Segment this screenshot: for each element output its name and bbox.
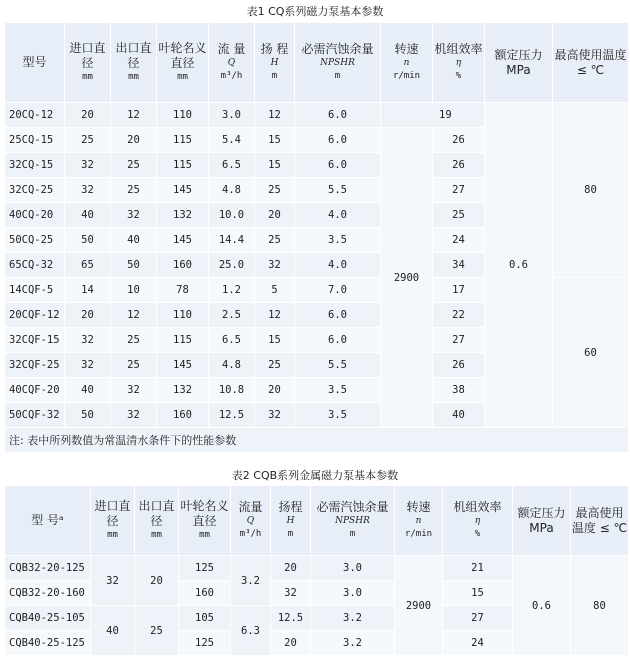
t1-header-2 [111, 23, 157, 103]
header-symbol: n [403, 58, 410, 68]
efficiency-cell: 40 [433, 403, 485, 428]
header-unit: m [334, 71, 341, 81]
efficiency-cell: 27 [433, 178, 485, 203]
efficiency-cell: 27 [433, 328, 485, 353]
header-label: 叶轮名义直径 [180, 499, 229, 528]
value-cell: 25 [65, 128, 111, 153]
header-unit: m [287, 529, 294, 539]
t1-header-1 [65, 23, 111, 103]
value-cell: 50 [65, 228, 111, 253]
header-symbol: H [286, 516, 295, 526]
value-cell: 12.5 [209, 403, 255, 428]
model-cell: 20CQ-12 [5, 103, 65, 128]
value-cell: 20 [255, 378, 295, 403]
efficiency-cell: 24 [443, 631, 513, 656]
header-label: 流量 [238, 500, 263, 514]
table1-cq-series [4, 22, 629, 453]
table-row [5, 556, 629, 581]
value-cell: 25 [111, 328, 157, 353]
header-unit: r/min [392, 71, 421, 81]
model-cell: 32CQF-25 [5, 353, 65, 378]
note-row [5, 428, 629, 453]
npshr-cell: 3.0 [311, 581, 395, 606]
header-unit: mm [177, 72, 188, 82]
header-label: 转速 [406, 500, 431, 514]
value-cell: 5.5 [295, 353, 381, 378]
header-symbol: NPSHR [335, 516, 370, 526]
value-cell: 25 [255, 178, 295, 203]
model-cell: 50CQF-32 [5, 403, 65, 428]
value-cell: 40 [111, 228, 157, 253]
value-cell: 15 [255, 153, 295, 178]
header-label: 型 号ᵃ [31, 513, 64, 527]
value-cell: 3.5 [295, 378, 381, 403]
t2-header-4 [231, 486, 271, 556]
value-cell: 132 [157, 203, 209, 228]
speed-cell: 2900 [395, 556, 443, 656]
value-cell: 25 [111, 353, 157, 378]
impeller-cell: 125 [179, 556, 231, 581]
header-unit: m [271, 71, 278, 81]
efficiency-cell: 17 [433, 278, 485, 303]
model-cell: CQB32-20-160 [5, 581, 91, 606]
t2-header-7 [395, 486, 443, 556]
t1-header-3 [157, 23, 209, 103]
header-unit: m³/h [220, 71, 243, 81]
temperature-cell: 80 [571, 556, 629, 656]
model-cell: 32CQ-15 [5, 153, 65, 178]
value-cell: 40 [65, 378, 111, 403]
value-cell: 10.0 [209, 203, 255, 228]
model-cell: 40CQF-20 [5, 378, 65, 403]
value-cell: 1.2 [209, 278, 255, 303]
value-cell: 4.0 [295, 253, 381, 278]
table-row [5, 103, 629, 128]
value-cell: 3.5 [295, 228, 381, 253]
efficiency-cell: 26 [433, 128, 485, 153]
value-cell: 110 [157, 103, 209, 128]
t2-header-0 [5, 486, 91, 556]
header-unit: mm [128, 72, 139, 82]
value-cell: 6.0 [295, 303, 381, 328]
t1-header-5 [255, 23, 295, 103]
t2-header-8 [443, 486, 513, 556]
pressure-cell: 0.6 [485, 103, 553, 428]
header-unit: mm [151, 530, 162, 540]
efficiency-cell: 26 [433, 153, 485, 178]
efficiency-cell: 38 [433, 378, 485, 403]
head-cell: 20 [271, 631, 311, 656]
value-cell: 5 [255, 278, 295, 303]
value-cell: 5.5 [295, 178, 381, 203]
value-cell: 32 [65, 153, 111, 178]
header-label: 扬 程 [260, 42, 289, 56]
value-cell: 145 [157, 228, 209, 253]
table-note: 注: 表中所列数值为常温清水条件下的性能参数 [5, 428, 629, 453]
value-cell: 78 [157, 278, 209, 303]
header-label: 叶轮名义直径 [158, 41, 207, 70]
model-cell: 40CQ-20 [5, 203, 65, 228]
value-cell: 12 [111, 103, 157, 128]
value-cell: 32 [111, 203, 157, 228]
value-cell: 115 [157, 153, 209, 178]
header-unit: % [455, 71, 462, 81]
value-cell: 160 [157, 403, 209, 428]
value-cell: 4.8 [209, 353, 255, 378]
inlet-cell: 40 [91, 606, 135, 656]
t1-header-7 [381, 23, 433, 103]
table1-caption: 表1 CQ系列磁力泵基本参数 [246, 5, 384, 18]
efficiency-cell: 15 [443, 581, 513, 606]
header-symbol: H [270, 58, 279, 68]
model-cell: 50CQ-25 [5, 228, 65, 253]
impeller-cell: 105 [179, 606, 231, 631]
value-cell: 6.5 [209, 153, 255, 178]
head-cell: 12.5 [271, 606, 311, 631]
value-cell: 145 [157, 353, 209, 378]
value-cell: 32 [111, 378, 157, 403]
model-cell: CQB32-20-125 [5, 556, 91, 581]
table2-caption: 表2 CQB系列金属磁力泵基本参数 [231, 469, 399, 482]
value-cell: 25 [255, 228, 295, 253]
t2-header-9 [513, 486, 571, 556]
head-cell: 20 [271, 556, 311, 581]
header-symbol: η [474, 516, 481, 526]
header-label: 出口直径 [138, 499, 175, 528]
value-cell: 25 [255, 353, 295, 378]
t2-header-10 [571, 486, 629, 556]
header-symbol: NPSHR [320, 58, 355, 68]
efficiency-cell: 22 [433, 303, 485, 328]
header-label: 进口直径 [94, 499, 131, 528]
header-symbol: η [455, 58, 462, 68]
npshr-cell: 3.0 [311, 556, 395, 581]
header-label: 最高使用温度 ≤ ℃ [554, 47, 627, 77]
npshr-cell: 3.2 [311, 631, 395, 656]
t1-header-0 [5, 23, 65, 103]
model-cell: 32CQ-25 [5, 178, 65, 203]
value-cell: 25 [111, 153, 157, 178]
efficiency-cell: 21 [443, 556, 513, 581]
value-cell: 115 [157, 128, 209, 153]
value-cell: 110 [157, 303, 209, 328]
value-cell: 12 [255, 103, 295, 128]
value-cell: 50 [111, 253, 157, 278]
efficiency-cell: 34 [433, 253, 485, 278]
value-cell: 14 [65, 278, 111, 303]
inlet-cell: 32 [91, 556, 135, 606]
t1-header-4 [209, 23, 255, 103]
header-label: 必需汽蚀余量 [301, 42, 374, 56]
header-symbol: n [415, 516, 422, 526]
outlet-cell: 20 [135, 556, 179, 606]
value-cell: 6.0 [295, 103, 381, 128]
t2-header-5 [271, 486, 311, 556]
header-unit: % [474, 529, 481, 539]
flow-cell: 6.3 [231, 606, 271, 656]
header-label: 机组效率 [453, 500, 502, 514]
header-label: 转速 [394, 42, 419, 56]
value-cell: 12 [111, 303, 157, 328]
npshr-cell: 3.2 [311, 606, 395, 631]
value-cell: 65 [65, 253, 111, 278]
value-cell: 20 [255, 203, 295, 228]
value-cell: 4.8 [209, 178, 255, 203]
value-cell: 32 [255, 403, 295, 428]
header-unit: mm [107, 530, 118, 540]
header-label: 机组效率 [434, 42, 483, 56]
header-label: 出口直径 [115, 41, 152, 70]
header-symbol: Q [246, 516, 255, 526]
table2-cqb-series [4, 485, 629, 656]
header-unit: m³/h [239, 529, 262, 539]
impeller-cell: 125 [179, 631, 231, 656]
model-cell: 20CQF-12 [5, 303, 65, 328]
header-label: 流 量 [217, 42, 246, 56]
header-label: 进口直径 [69, 41, 106, 70]
value-cell: 6.0 [295, 328, 381, 353]
value-cell: 5.4 [209, 128, 255, 153]
header-unit: mm [199, 530, 210, 540]
value-cell: 25.0 [209, 253, 255, 278]
value-cell: 10.8 [209, 378, 255, 403]
value-cell: 2.5 [209, 303, 255, 328]
value-cell: 15 [255, 128, 295, 153]
flow-cell: 3.2 [231, 556, 271, 606]
header-label: 型号 [22, 55, 47, 69]
t2-header-3 [179, 486, 231, 556]
t1-header-6 [295, 23, 381, 103]
header-unit: m [349, 529, 356, 539]
value-cell: 32 [111, 403, 157, 428]
header-label: 必需汽蚀余量 [316, 500, 389, 514]
model-cell: CQB40-25-105 [5, 606, 91, 631]
efficiency-cell: 24 [433, 228, 485, 253]
value-cell: 6.5 [209, 328, 255, 353]
value-cell: 10 [111, 278, 157, 303]
header-label: 最高使用温度 ≤ ℃ [571, 505, 628, 535]
value-cell: 50 [65, 403, 111, 428]
value-cell: 20 [65, 103, 111, 128]
value-cell: 25 [111, 178, 157, 203]
temperature-cell-cq: 80 [553, 103, 629, 278]
outlet-cell: 25 [135, 606, 179, 656]
header-label: 扬程 [278, 500, 303, 514]
value-cell: 32 [255, 253, 295, 278]
pressure-cell: 0.6 [513, 556, 571, 656]
value-cell: 160 [157, 253, 209, 278]
efficiency-cell: 27 [443, 606, 513, 631]
t2-header-6 [311, 486, 395, 556]
value-cell: 12 [255, 303, 295, 328]
efficiency-cell: 26 [433, 353, 485, 378]
header-label: 额定压力 MPa [517, 505, 566, 535]
value-cell: 14.4 [209, 228, 255, 253]
value-cell: 15 [255, 328, 295, 353]
value-cell: 3.5 [295, 403, 381, 428]
value-cell: 115 [157, 328, 209, 353]
model-cell: CQB40-25-125 [5, 631, 91, 656]
value-cell: 145 [157, 178, 209, 203]
header-unit: r/min [404, 529, 433, 539]
value-cell: 6.0 [295, 153, 381, 178]
value-cell: 20 [111, 128, 157, 153]
header-label: 额定压力 MPa [494, 47, 543, 77]
t1-header-8 [433, 23, 485, 103]
temperature-cell-cqf: 60 [553, 278, 629, 428]
value-cell: 20 [65, 303, 111, 328]
impeller-cell: 160 [179, 581, 231, 606]
t2-header-1 [91, 486, 135, 556]
value-cell: 7.0 [295, 278, 381, 303]
value-cell: 3.0 [209, 103, 255, 128]
t1-header-10 [553, 23, 629, 103]
head-cell: 32 [271, 581, 311, 606]
efficiency-cell: 19 [381, 103, 485, 128]
value-cell: 32 [65, 178, 111, 203]
speed-cell: 2900 [381, 128, 433, 428]
value-cell: 132 [157, 378, 209, 403]
header-symbol: Q [227, 58, 236, 68]
value-cell: 32 [65, 353, 111, 378]
value-cell: 32 [65, 328, 111, 353]
value-cell: 6.0 [295, 128, 381, 153]
header-unit: mm [82, 72, 93, 82]
model-cell: 65CQ-32 [5, 253, 65, 278]
model-cell: 25CQ-15 [5, 128, 65, 153]
efficiency-cell: 25 [433, 203, 485, 228]
value-cell: 4.0 [295, 203, 381, 228]
model-cell: 14CQF-5 [5, 278, 65, 303]
value-cell: 40 [65, 203, 111, 228]
model-cell: 32CQF-15 [5, 328, 65, 353]
t2-header-2 [135, 486, 179, 556]
t1-header-9 [485, 23, 553, 103]
